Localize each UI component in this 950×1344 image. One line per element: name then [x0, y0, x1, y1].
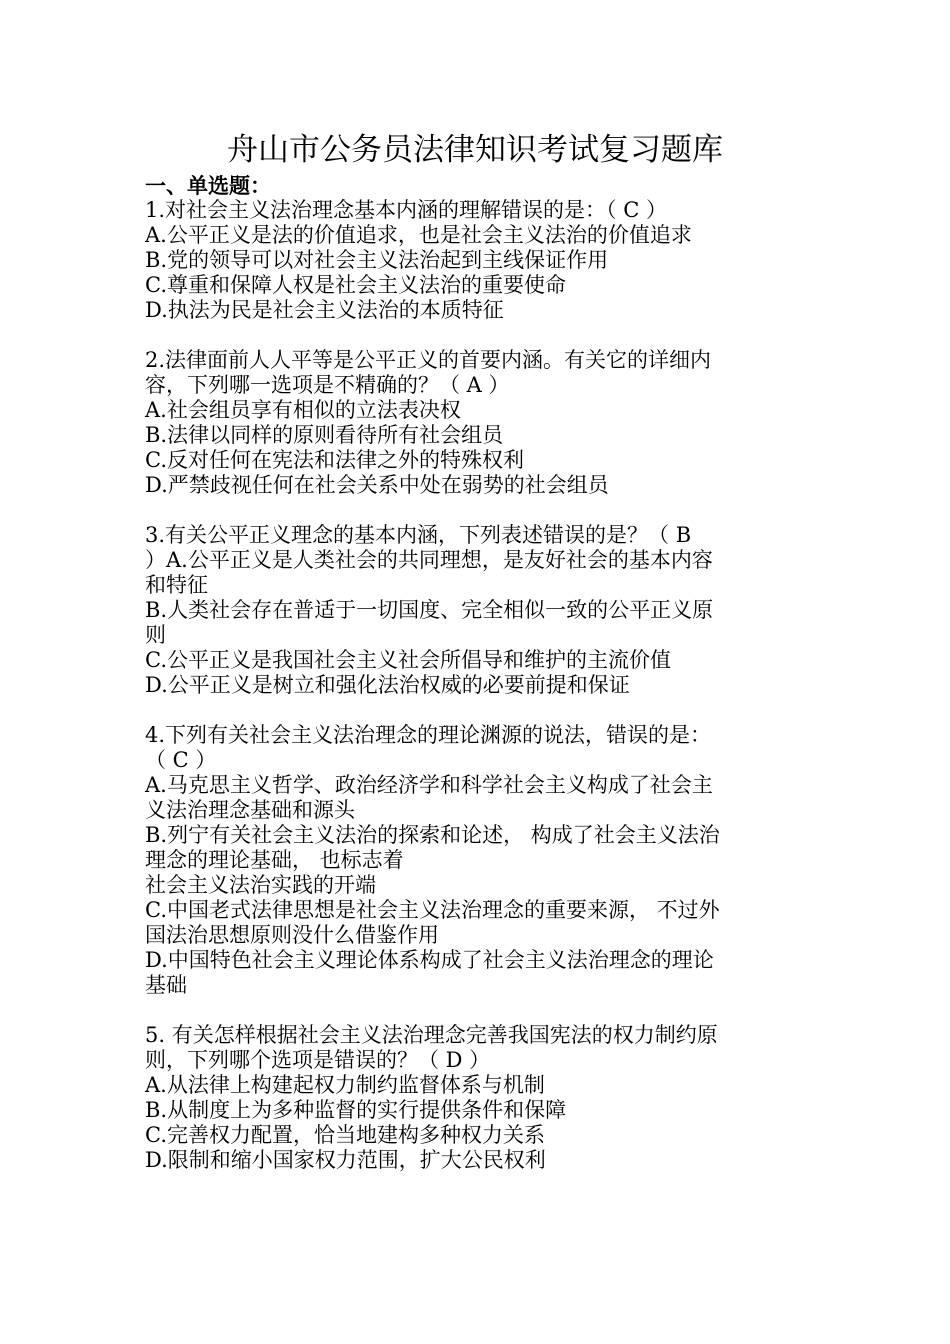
question-line: 容，下列哪一选项是不精确的？（ A ）: [145, 373, 510, 397]
question-stem: 5. 有关怎样根据社会主义法治理念完善我国宪法的权力制约原: [145, 1023, 718, 1047]
question-line: 则，下列哪个选项是错误的？（ D ）: [145, 1048, 491, 1072]
question-line: 社会主义法治实践的开端: [145, 873, 376, 897]
question-line: C.中国老式法律思想是社会主义法治理念的重要来源， 不过外: [145, 898, 720, 922]
question-line: A.公平正义是法的价值追求，也是社会主义法治的价值追求: [145, 223, 692, 247]
question-block: [145, 198, 815, 323]
question-block: [145, 523, 815, 698]
question-line: （ C ）: [145, 748, 217, 772]
question-line: D.公平正义是树立和强化法治权威的必要前提和保证: [145, 673, 630, 697]
question-stem: 4.下列有关社会主义法治理念的理论渊源的说法，错误的是：: [145, 723, 712, 747]
question-line: C.公平正义是我国社会主义社会所倡导和维护的主流价值: [145, 648, 671, 672]
question-line: 基础: [145, 973, 187, 997]
question-list: [145, 198, 815, 1173]
question-block: [145, 348, 815, 498]
question-line: D.严禁歧视任何在社会关系中处在弱势的社会组员: [145, 473, 609, 497]
document-title: 舟山市公务员法律知识考试复习题库: [227, 132, 723, 168]
question-line: B.党的领导可以对社会主义法治起到主线保证作用: [145, 248, 609, 272]
question-line: B.人类社会存在普适于一切国度、完全相似一致的公平正义原: [145, 598, 714, 622]
spacer: [145, 698, 815, 723]
question-line: A.从法律上构建起权力制约监督体系与机制: [145, 1073, 545, 1097]
spacer: [145, 998, 815, 1023]
question-stem: 1.对社会主义法治理念基本内涵的理解错误的是：（ C ）: [145, 198, 667, 222]
question-line: A.社会组员享有相似的立法表决权: [145, 398, 461, 422]
question-block: [145, 1023, 815, 1173]
question-line: C.反对任何在宪法和法律之外的特殊权利: [145, 448, 524, 472]
question-line: 义法治理念基础和源头: [145, 798, 355, 822]
question-line: 则: [145, 623, 166, 647]
question-line: D.限制和缩小国家权力范围，扩大公民权利: [145, 1148, 546, 1172]
question-line: B.从制度上为多种监督的实行提供条件和保障: [145, 1098, 567, 1122]
question-line: C.尊重和保障人权是社会主义法治的重要使命: [145, 273, 566, 297]
question-line: ）A.公平正义是人类社会的共同理想，是友好社会的基本内容: [145, 548, 713, 572]
question-line: B.法律以同样的原则看待所有社会组员: [145, 423, 504, 447]
question-line: 国法治思想原则没什么借鉴作用: [145, 923, 439, 947]
section-heading: 一、单选题：: [145, 174, 271, 198]
question-line: 理念的理论基础， 也标志着: [145, 848, 404, 872]
question-line: D.执法为民是社会主义法治的本质特征: [145, 298, 504, 322]
question-line: B.列宁有关社会主义法治的探索和论述， 构成了社会主义法治: [145, 823, 720, 847]
question-line: C.完善权力配置，恰当地建构多种权力关系: [145, 1123, 545, 1147]
spacer: [145, 323, 815, 348]
question-stem: 3.有关公平正义理念的基本内涵，下列表述错误的是？（ B: [145, 523, 692, 547]
question-stem: 2.法律面前人人平等是公平正义的首要内涵。有关它的详细内: [145, 348, 712, 372]
spacer: [145, 498, 815, 523]
question-line: A.马克思主义哲学、政治经济学和科学社会主义构成了社会主: [145, 773, 713, 797]
question-block: [145, 723, 815, 998]
question-line: D.中国特色社会主义理论体系构成了社会主义法治理念的理论: [145, 948, 714, 972]
question-line: 和特征: [145, 573, 208, 597]
